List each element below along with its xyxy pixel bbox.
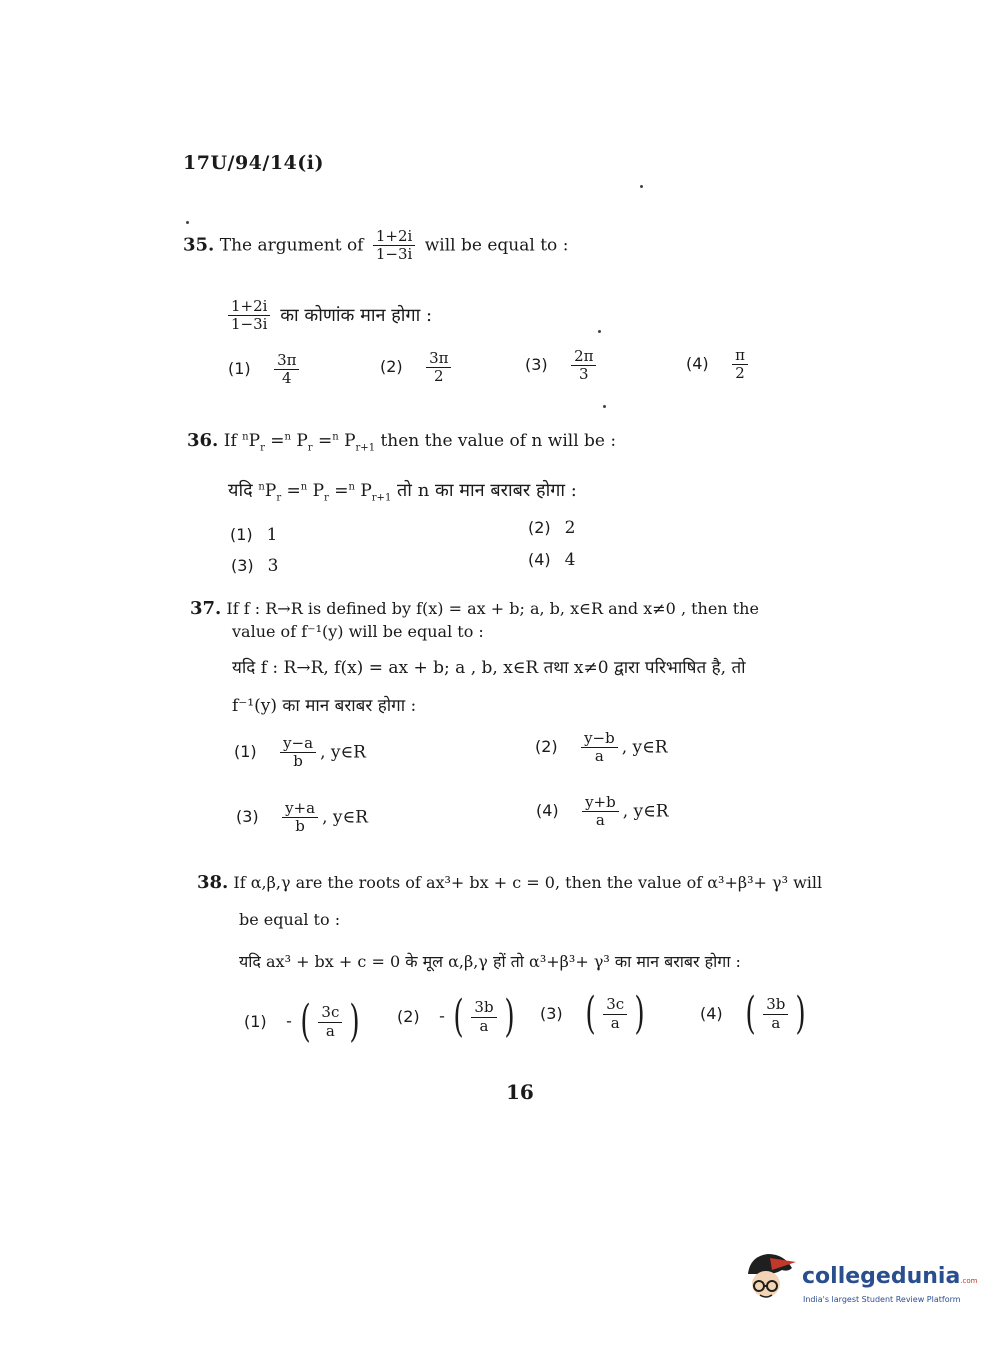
option-37-3 xyxy=(236,800,368,836)
option-label: (2) xyxy=(380,357,403,377)
question-text-line1: If α,β,γ are the roots of ax³+ bx + c = 0, then the value of α³+β³+ γ³ will xyxy=(233,873,823,892)
option-35-3 xyxy=(525,348,600,384)
option-36-1 xyxy=(230,525,278,545)
fraction-numerator: y+a xyxy=(282,800,318,818)
fraction-denominator: 4 xyxy=(282,369,292,388)
option-label: (4) xyxy=(536,801,559,821)
fraction-denominator: 1−3i xyxy=(375,245,413,264)
question-37 xyxy=(190,598,759,619)
fraction-numerator: 3c xyxy=(318,1004,342,1022)
question-text: If xyxy=(223,431,237,451)
fraction-denominator: a xyxy=(610,1013,620,1032)
fraction xyxy=(732,347,748,383)
fraction-numerator: π xyxy=(732,347,748,365)
option-38-2 xyxy=(397,991,518,1042)
fraction-denominator: 1−3i xyxy=(231,315,268,334)
option-37-4 xyxy=(536,794,669,830)
question-35 xyxy=(183,228,568,264)
question-text-suffix: will be equal to : xyxy=(424,235,569,256)
fraction xyxy=(582,794,619,830)
fraction-denominator: a xyxy=(325,1021,335,1040)
option-label: (2) xyxy=(528,518,551,537)
option-label: (3) xyxy=(231,556,254,575)
option-label: (4) xyxy=(686,354,709,374)
parenthesized-fraction: ( $\frac{3b}{a}$ ) xyxy=(453,991,515,1042)
scan-speck xyxy=(598,330,601,333)
option-36-4 xyxy=(528,550,576,570)
fraction-numerator: 3c xyxy=(603,996,627,1014)
scan-speck xyxy=(640,185,643,188)
fraction-numerator: y−a xyxy=(280,735,316,753)
question-38-line2: be equal to : xyxy=(239,910,341,929)
fraction-numerator: y+b xyxy=(582,794,619,812)
question-35-hindi xyxy=(224,298,432,334)
mascot-icon xyxy=(742,1250,798,1306)
fraction-numerator: 3b xyxy=(763,996,788,1014)
fraction-denominator: 3 xyxy=(579,365,589,384)
fraction xyxy=(373,228,415,264)
option-value: 2 xyxy=(564,518,576,538)
fraction xyxy=(280,735,316,771)
question-37-line2: value of f⁻¹(y) will be equal to : xyxy=(232,622,484,641)
fraction xyxy=(581,730,618,766)
fraction-denominator: a xyxy=(595,811,605,830)
fraction xyxy=(571,348,596,384)
option-label: (2) xyxy=(535,737,558,757)
question-38 xyxy=(197,872,822,893)
page-number: 16 xyxy=(506,1080,534,1104)
brand-name: collegedunia xyxy=(802,1264,961,1289)
option-label: (1) xyxy=(228,359,251,379)
question-number: 38. xyxy=(197,872,229,893)
fraction-numerator: 3π xyxy=(274,352,299,370)
fraction-numerator: 1+2i xyxy=(228,298,270,316)
question-number: 36. xyxy=(187,430,219,451)
question-text-line1: If f : R→R is defined by f(x) = ax + b; a, b, x∈R and x≠0 , then the xyxy=(226,599,759,618)
option-label: (3) xyxy=(540,1003,563,1023)
option-suffix: , y∈R xyxy=(622,801,669,822)
option-37-1 xyxy=(234,735,366,771)
option-suffix: , y∈R xyxy=(621,737,668,758)
fraction xyxy=(282,800,318,836)
fraction-denominator: 2 xyxy=(735,364,745,383)
question-36-hindi xyxy=(228,478,577,503)
brand-suffix: .com xyxy=(960,1277,978,1285)
paper-code: 17U/94/14(i) xyxy=(183,152,324,174)
option-37-2 xyxy=(535,730,668,766)
option-value: 1 xyxy=(266,525,278,545)
option-label: (4) xyxy=(700,1003,723,1023)
hindi-text: का कोणांक मान होगा : xyxy=(280,304,433,326)
option-label: (2) xyxy=(397,1006,420,1026)
brand-tagline: India's largest Student Review Platform xyxy=(803,1295,961,1304)
fraction-denominator: 2 xyxy=(434,367,444,386)
option-label: (1) xyxy=(234,742,257,762)
option-35-2 xyxy=(380,350,455,386)
question-38-hindi-line1: यदि ax³ + bx + c = 0 के मूल α,β,γ हों तो α³+β³+ γ³ का मान बराबर होगा : xyxy=(239,952,741,971)
scan-speck xyxy=(603,405,606,408)
permutation-expression: $^nP_r =^n$ $P_r =^n$ $P_{r+1}$ xyxy=(258,481,392,504)
question-number: 35. xyxy=(183,234,215,256)
option-38-4 xyxy=(700,988,810,1039)
fraction-numerator: 3b xyxy=(471,999,496,1017)
fraction-denominator: b xyxy=(293,752,303,771)
option-36-3 xyxy=(231,556,279,576)
permutation-expression: $^nP_r =^n$ $P_r =^n$ $P_{r+1}$ xyxy=(242,431,376,454)
option-label: (1) xyxy=(244,1011,267,1031)
option-label: (4) xyxy=(528,550,551,569)
brand-name-wrap xyxy=(802,1264,977,1289)
option-suffix: , y∈R xyxy=(320,742,366,763)
question-text: The argument of xyxy=(219,235,364,256)
option-suffix: , y∈R xyxy=(322,807,368,828)
hindi-text-suffix: तो n का मान बराबर होगा : xyxy=(397,480,577,501)
fraction xyxy=(228,298,270,334)
option-35-4 xyxy=(686,347,752,383)
option-35-1 xyxy=(228,352,303,388)
option-value: 4 xyxy=(564,550,576,570)
fraction-numerator: 3π xyxy=(426,350,451,368)
scan-speck xyxy=(186,221,189,224)
question-37-hindi-line1: यदि f : R→R, f(x) = ax + b; a , b, x∈R तथा x≠0 द्वारा परिभाषित है, तो xyxy=(232,658,746,678)
collegedunia-logo xyxy=(742,1250,978,1320)
option-sign: - xyxy=(439,1006,445,1027)
fraction-numerator: y−b xyxy=(581,730,618,748)
fraction-numerator: 1+2i xyxy=(373,228,415,246)
option-label: (3) xyxy=(525,355,548,375)
option-label: (3) xyxy=(236,807,259,827)
parenthesized-fraction: ( $\frac{3c}{a}$ ) xyxy=(585,988,645,1039)
question-number: 37. xyxy=(190,598,222,619)
fraction xyxy=(274,352,299,388)
question-36 xyxy=(187,430,616,453)
option-sign: - xyxy=(286,1011,292,1032)
parenthesized-fraction: ( $\frac{3c}{a}$ ) xyxy=(300,996,361,1047)
option-38-1 xyxy=(244,996,364,1047)
option-label: (1) xyxy=(230,525,253,544)
fraction xyxy=(426,350,451,386)
fraction-numerator: 2π xyxy=(571,348,596,366)
fraction-denominator: a xyxy=(479,1016,489,1035)
fraction-denominator: a xyxy=(594,747,604,766)
question-37-hindi-line2: f⁻¹(y) का मान बराबर होगा : xyxy=(232,696,417,716)
fraction-denominator: b xyxy=(295,817,305,836)
option-38-3 xyxy=(540,988,648,1039)
fraction-denominator: a xyxy=(771,1013,781,1032)
parenthesized-fraction: ( $\frac{3b}{a}$ ) xyxy=(745,988,807,1039)
option-36-2 xyxy=(528,518,576,538)
hindi-text: यदि xyxy=(228,480,253,501)
option-value: 3 xyxy=(267,556,279,576)
question-text-suffix: then the value of n will be : xyxy=(380,431,617,451)
